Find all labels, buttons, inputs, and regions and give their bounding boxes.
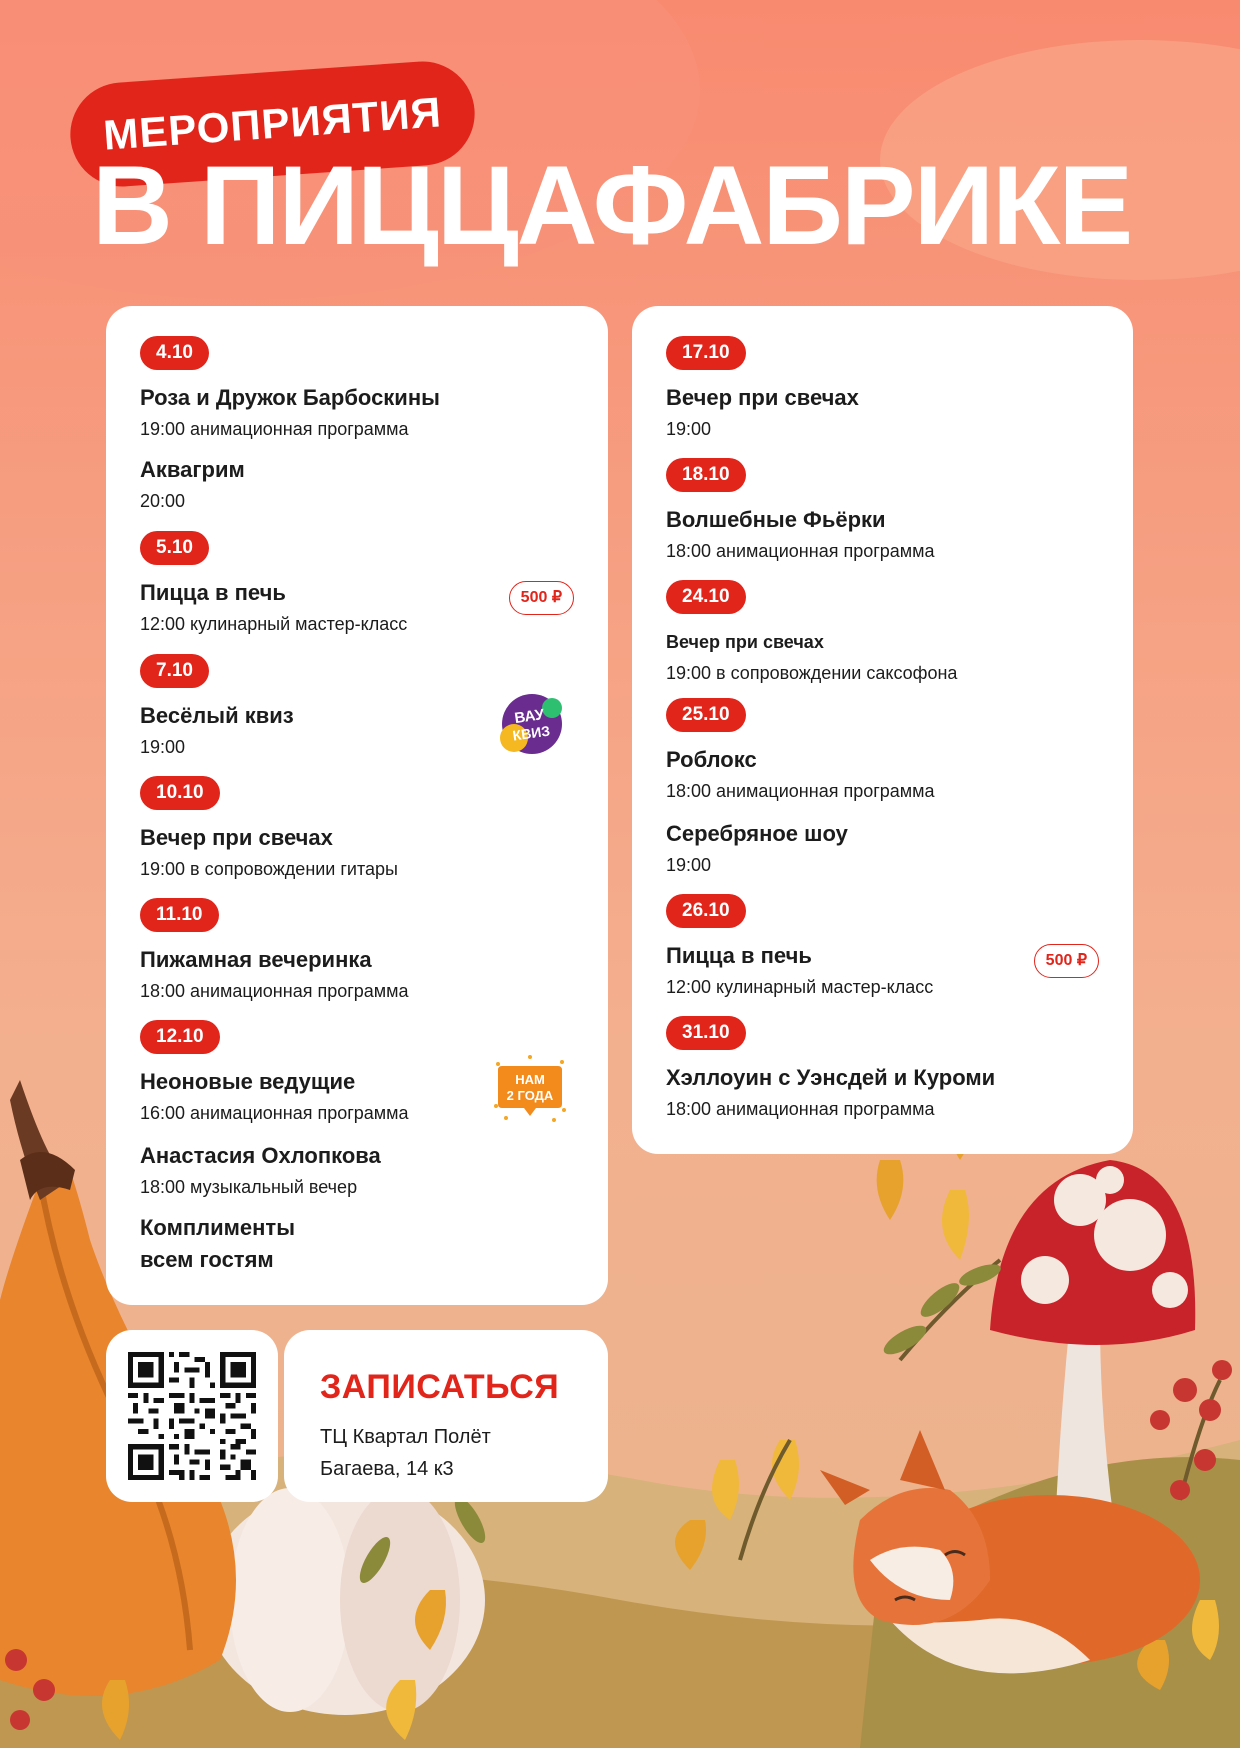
badge-line1: НАМ [515,1072,545,1087]
event-details: 18:00 анимационная программа [140,981,409,1001]
event-title: Вечер при свечах [666,385,859,410]
date-badge: 4.10 [140,336,209,370]
events-card-right [632,306,1133,1154]
event-item [140,531,574,641]
signup-address: Багаева, 14 к3 [320,1458,454,1480]
event-item [140,1214,574,1274]
event-details: 19:00 [666,855,712,875]
event-item [666,820,1099,882]
event-item [140,654,574,764]
signup-location: ТЦ Квартал Полёт [320,1426,491,1448]
event-item [666,580,1099,690]
date-badge: 11.10 [140,898,219,932]
event-title: Весёлый квиз [140,703,294,728]
event-title-line2: всем гостям [140,1247,274,1272]
price-badge: 500 ₽ [1034,944,1099,978]
date-badge: 24.10 [666,580,746,614]
date-badge: 10.10 [140,776,220,810]
event-title: Комплименты [140,1215,295,1240]
event-details: 12:00 кулинарный мастер-класс [666,977,934,997]
event-item [140,1020,574,1130]
event-item [140,456,574,518]
event-details: 19:00 [666,419,712,439]
event-details: 20:00 [140,491,186,511]
date-badge: 18.10 [666,458,746,492]
event-title: Роблокс [666,747,757,772]
date-badge: 31.10 [666,1016,746,1050]
vau-kviz-logo-line1: ВАУ [513,706,546,728]
date-badge: 17.10 [666,336,746,370]
badge-line2: 2 ГОДА [506,1088,554,1103]
event-title: Неоновые ведущие [140,1069,356,1094]
event-item [140,336,574,446]
price-badge: 500 ₽ [509,581,574,615]
date-badge: 7.10 [140,654,209,688]
vau-kviz-logo-icon [494,688,570,756]
event-title: Анастасия Охлопкова [140,1143,381,1168]
event-title: Пицца в печь [140,580,286,605]
event-title: Вечер при свечах [140,825,333,850]
event-title: Аквагрим [140,457,245,482]
event-item [666,458,1099,568]
page-title: В ПИЦЦАФАБРИКЕ [92,143,1132,268]
event-details: 19:00 в сопровождении гитары [140,859,398,879]
event-item [140,898,574,1008]
event-details: 18:00 анимационная программа [666,781,935,801]
event-details: 19:00 анимационная программа [140,419,409,439]
event-details: 18:00 анимационная программа [666,541,935,561]
event-title: Пицца в печь [666,943,812,968]
events-card-left [106,306,608,1305]
event-item [666,336,1099,446]
signup-title[interactable]: ЗАПИСАТЬСЯ [320,1368,560,1406]
event-title: Волшебные Фьёрки [666,507,886,532]
event-title: Пижамная вечеринка [140,947,372,972]
event-item [140,776,574,886]
event-details: 18:00 анимационная программа [666,1099,935,1119]
qr-card[interactable] [106,1330,278,1502]
event-title: Роза и Дружок Барбоскины [140,385,440,410]
event-item [666,1016,1099,1126]
event-item [666,698,1099,808]
event-details: 19:00 в сопровождении саксофона [666,663,958,683]
date-badge: 12.10 [140,1020,220,1054]
event-item [140,1142,574,1204]
event-details: 16:00 анимационная программа [140,1103,409,1123]
date-badge: 5.10 [140,531,209,565]
event-details: 19:00 [140,737,186,757]
nam-2-goda-badge-icon [492,1054,568,1124]
date-badge: 26.10 [666,894,746,928]
event-item [666,894,1099,1004]
header-pill-text: МЕРОПРИЯТИЯ [101,88,444,159]
event-details: 12:00 кулинарный мастер-класс [140,614,408,634]
date-badge: 25.10 [666,698,746,732]
event-title: Вечер при свечах [666,632,824,652]
vau-kviz-logo-line2: КВИЗ [511,722,551,744]
event-title: Хэллоуин с Уэнсдей и Куроми [666,1065,996,1090]
event-title: Серебряное шоу [666,821,848,846]
event-details: 18:00 музыкальный вечер [140,1177,358,1197]
signup-card[interactable] [284,1330,608,1502]
qr-code-icon[interactable] [128,1352,256,1480]
